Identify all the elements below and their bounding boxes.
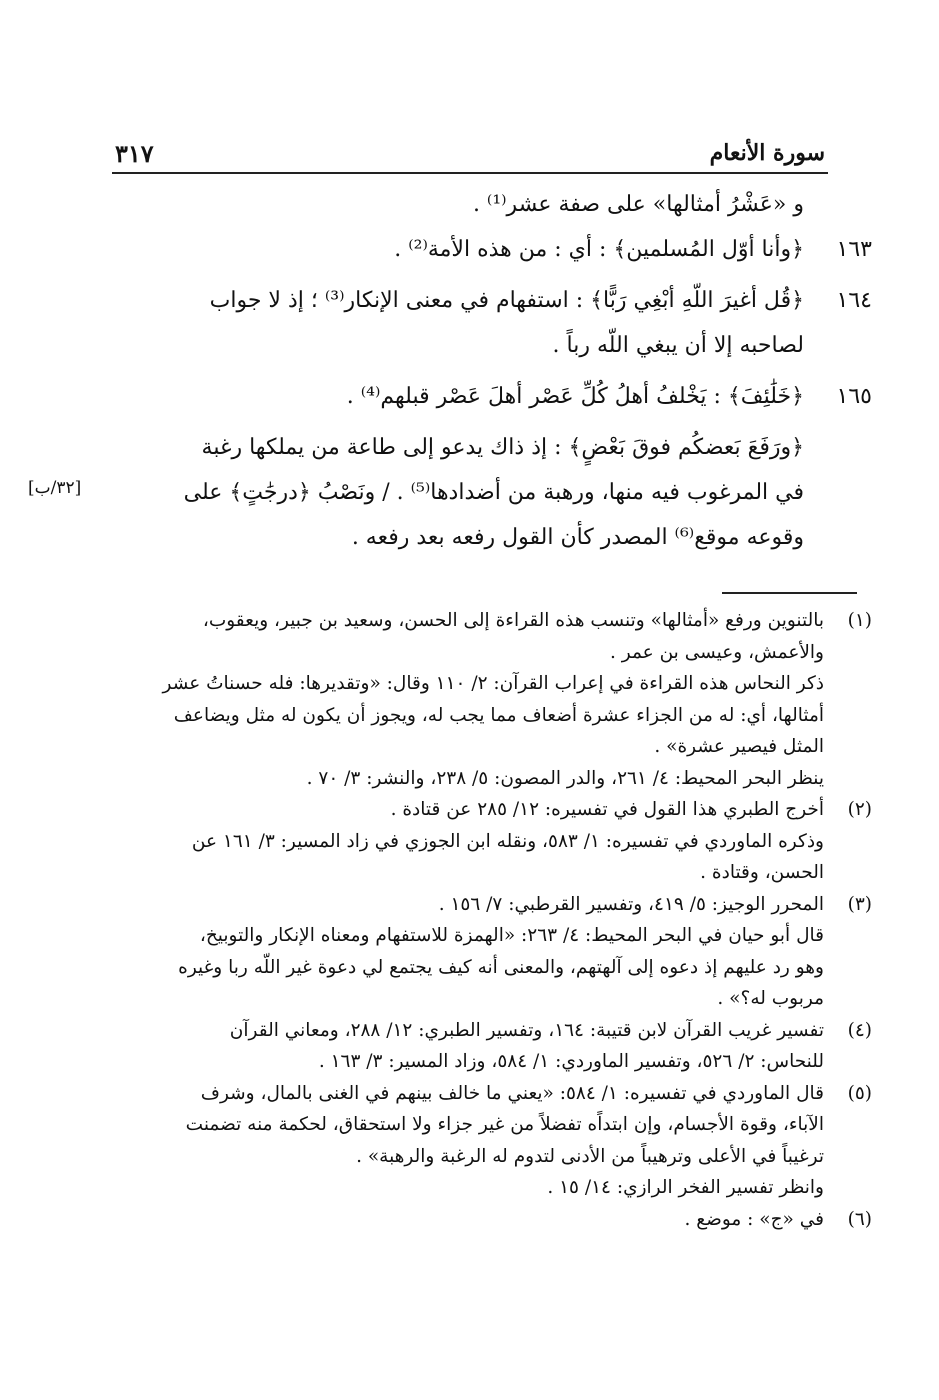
footnote-number: (١) <box>847 610 872 631</box>
header-rule <box>112 172 828 174</box>
text-line: و «عَشْرُ أمثالها» على صفة عشر⁽¹⁾ . <box>472 192 804 217</box>
footnote-number: (٣) <box>847 893 872 915</box>
footnote-number: (٢) <box>847 799 872 820</box>
footnote-line: ينظر البحر المحيط: ٤/ ٢٦١، والدر المصون: ٥/ ٢٣٨، والنشر: ٣/ ٧٠ . <box>306 767 824 789</box>
text-line: في المرغوب فيه منها، ورهبة من أضدادها⁽⁵⁾ . / ونَصْبُ ﴿درجَٰتٍ﴾ على <box>183 480 804 505</box>
footnote-line: والأعمش، وعيسى بن عمر . <box>610 641 824 663</box>
verse-commentary: ﴿وأنا أوّل المُسلمين﴾ : أي : من هذه الأمة⁽²⁾ . <box>394 237 804 262</box>
footnote-line: بالتنوين ورفع «أمثالها» وتنسب هذه القراءة إلى الحسن، وسعيد بن جبير، ويعقوب، <box>202 610 824 631</box>
footnote-line: وذكره الماوردي في تفسيره: ١/ ٥٨٣، ونقله ابن الجوزي في زاد المسير: ٣/ ١٦١ عن <box>191 830 824 852</box>
main-text <box>112 182 872 560</box>
verse-164 <box>112 278 872 323</box>
verse-commentary: ﴿خَلَٰئِفَ﴾ : يَخْلفُ أهلُ كُلِّ عَصْر أهلَ عَصْر قبلهم⁽⁴⁾ . <box>346 384 804 409</box>
text-line: ﴿ورَفَعَ بَعضكُم فوقَ بَعْضٍ﴾ : إذ ذاك يدعو إلى طاعة من يملكها رغبة <box>201 435 804 460</box>
footnote-line: المحرر الوجيز: ٥/ ٤١٩، وتفسير القرطبي: ٧/ ١٥٦ . <box>438 893 824 915</box>
verse-number: ١٦٣ <box>836 237 872 262</box>
footnote-separator <box>722 592 857 594</box>
footnote-line: للنحاس: ٢/ ٥٢٦، وتفسير الماوردي: ١/ ٥٨٤، وزاد المسير: ٣/ ١٦٣ . <box>318 1051 824 1072</box>
verse-commentary: ﴿قُل أغيرَ اللّهِ أبْغِي رَبًّا﴾ : استفهام في معنى الإنكار⁽³⁾ ؛ إذ لا جواب <box>209 288 804 313</box>
text-line: وقوعه موقع⁽⁶⁾ المصدر كأن القول رفعه بعد رفعه . <box>351 525 804 550</box>
footnote-number: (٤) <box>847 1019 872 1041</box>
running-title: سورة الأنعام <box>709 140 825 166</box>
footnote-line: الآباء، وقوة الأجسام، وإن ابتداًه تفضلاً من غير جزاء ولا استحقاق، لحكمة منه تضمنت <box>185 1114 824 1135</box>
footnote-2 <box>112 794 872 889</box>
footnote-line: أمثالها، أي: له من الجزاء عشرة أضعاف مما يجب له، ويجوز أن يكون له مثل ويضاعف <box>173 704 824 726</box>
page-number: ٣١٧ <box>115 138 154 168</box>
footnote-line: قال الماوردي في تفسيره: ١/ ٥٨٤: «يعني ما خالف بينهم في الغنى بالمال، وشرف <box>200 1082 824 1104</box>
text-line: لصاحبه إلا أن يبغي اللّه رباً . <box>552 333 804 358</box>
footnote-line: تفسير غريب القرآن لابن قتيبة: ١٦٤، وتفسير الطبري: ١٢/ ٢٨٨، ومعاني القرآن <box>229 1019 824 1041</box>
footnotes <box>112 605 872 1235</box>
footnote-line: ترغيباً في الأعلى وترهيباً من الأدنى لتدوم له الرغبة والرهبة» . <box>356 1145 824 1167</box>
verse-number: ١٦٤ <box>836 288 872 313</box>
verse-163 <box>112 227 872 272</box>
verse-165 <box>112 374 872 419</box>
footnote-6 <box>112 1204 872 1236</box>
footnote-number: (٥) <box>847 1082 872 1104</box>
footnote-1 <box>112 605 872 794</box>
footnote-line: المثل فيصير عشرة» . <box>654 736 824 757</box>
verse-number: ١٦٥ <box>836 384 872 409</box>
manuscript-folio-marker: [٣٢/ب] <box>28 478 82 498</box>
footnote-line: أخرج الطبري هذا القول في تفسيره: ١٢/ ٢٨٥ عن قتادة . <box>390 799 824 820</box>
page-header <box>115 136 825 170</box>
footnote-line: وهو رد عليهم إذ دعوه إلى آلهتهم، والمعنى أنه كيف يجتمع لي دعوة غير اللّه ربا وغيره <box>178 956 824 978</box>
footnote-number: (٦) <box>847 1208 872 1230</box>
footnote-line: وانظر تفسير الفخر الرازي: ١٤/ ١٥ . <box>547 1177 824 1198</box>
footnote-line: مربوب له؟» . <box>717 988 824 1009</box>
footnote-5 <box>112 1078 872 1204</box>
footnote-line: في «ج» : موضع . <box>684 1208 824 1230</box>
footnote-3 <box>112 889 872 1015</box>
footnote-line: الحسن، وقتادة . <box>700 862 824 883</box>
footnote-4 <box>112 1015 872 1078</box>
footnote-line: ذكر النحاس هذه القراءة في إعراب القرآن: ٢/ ١١٠ وقال: «وتقديرها: فله حسناتُ عشر <box>162 673 824 694</box>
footnote-line: قال أبو حيان في البحر المحيط: ٤/ ٢٦٣: «الهمزة للاستفهام ومعناه الإنكار والتوبيخ، <box>199 925 824 946</box>
